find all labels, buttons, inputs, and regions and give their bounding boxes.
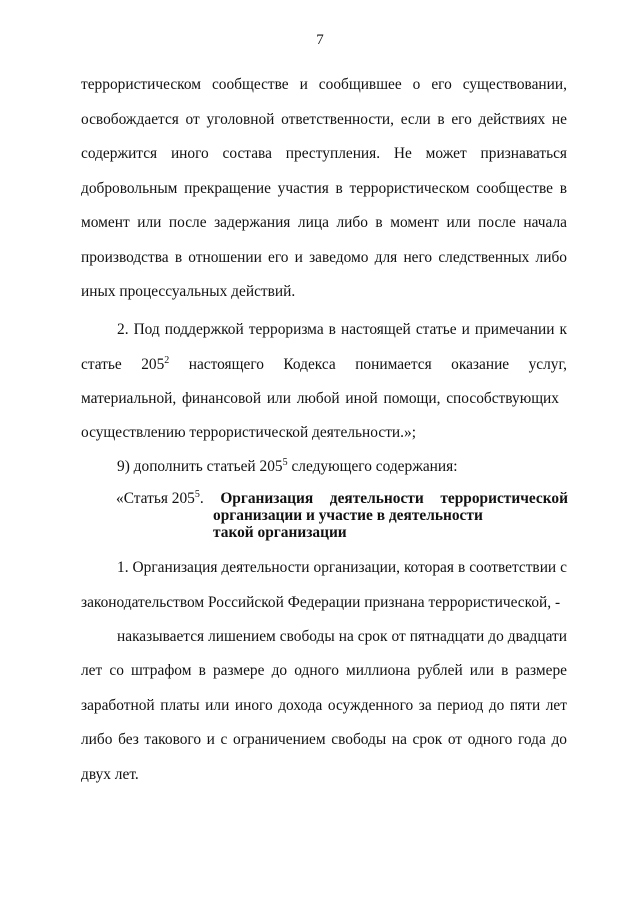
page-number: 7 [316,32,324,48]
paragraph-2-line-3: материальной, финансовой или любой иной помощи, способствующих [81,390,559,407]
text-line: содержится иного состава преступления. Не может признаваться [81,145,567,162]
text-line: освобождается от уголовной ответственности, если в его действиях не [81,110,567,128]
word: статье [81,356,122,373]
article-heading [116,490,568,541]
paragraph-2-line-4: осуществлению террористической деятельности.»; [81,424,416,441]
paragraph-2-line-1: 2. Под поддержкой терроризма в настоящей статье и примечании к [117,321,567,338]
paragraph-2-line-2 [81,356,567,374]
text-line: иных процессуальных действий. [81,283,296,300]
text-line: двух лет. [81,765,139,783]
word: оказание [451,356,510,373]
paragraph-continuation [81,68,567,310]
text-line: либо без такового и с ограничением свободы на срок от одного года до [81,731,567,748]
clause-1-line-1: 1. Организация деятельности организации, которая в соответствии с [117,559,567,576]
article-title-line-2: организации и участие в деятельности [213,507,483,524]
article-number: «Статья $205^5$. [116,489,204,507]
word: настоящего [188,356,264,373]
title-word: Организация [220,490,314,507]
article-title-line-3: такой организации [213,524,347,541]
title-word: деятельности [329,490,424,507]
text-line: лет со штрафом в размере до одного миллиона рублей или в размере [81,662,567,679]
clause-1-line-2: законодательством Российской Федерации признана террористической, - [81,594,561,611]
text-line: добровольным прекращение участия в террористическом сообществе в [81,179,567,197]
article-ref: $205^2$ [141,355,170,373]
word: Кодекса [283,356,336,373]
title-word: террористической [440,490,568,507]
penalty-paragraph [81,654,567,792]
word: понимается [355,356,432,373]
penalty-line: наказывается лишением свободы на срок от пятнадцати до двадцати [117,628,567,645]
item-9: 9) дополнить статьей $205^5$ следующего содержания: [117,457,458,475]
text-line: момент или после задержания лица либо в момент или после начала [81,214,567,231]
text-line: заработной платы или иного дохода осужденного за период до пяти лет [81,696,567,714]
text-line: террористическом сообществе и сообщившее о его существовании, [81,76,567,93]
text-line: производства в отношении его и заведомо для него следственных либо [81,248,567,266]
word: услуг, [528,356,567,373]
